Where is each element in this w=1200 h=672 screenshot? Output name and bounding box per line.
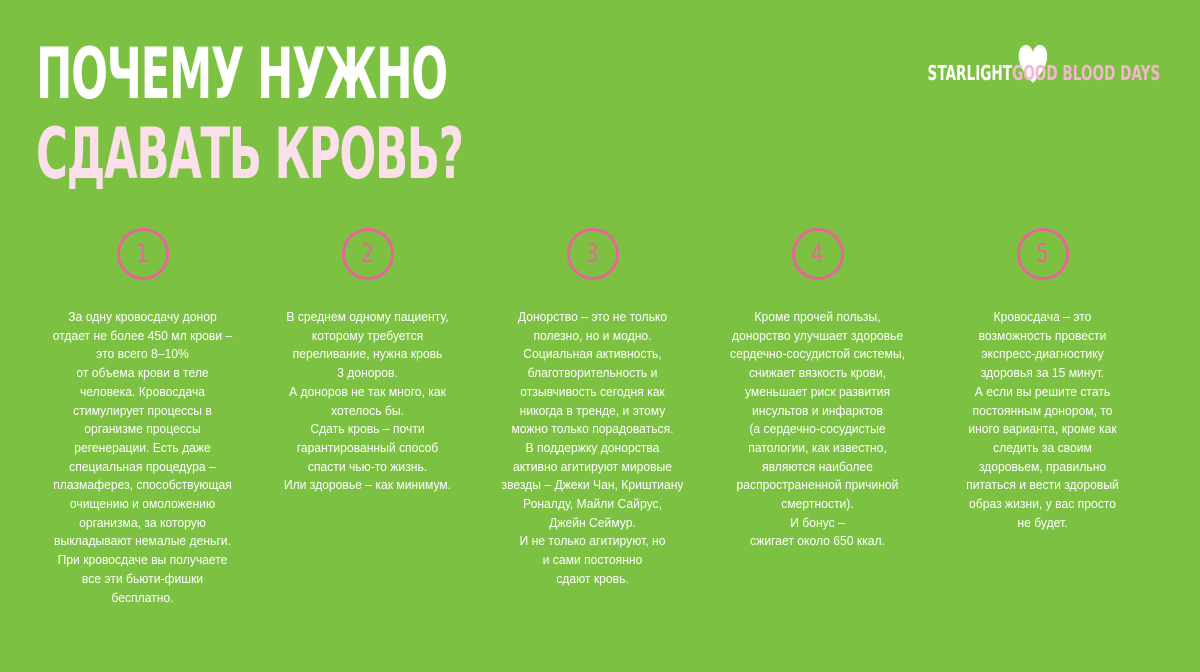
number-circle-4: 4 bbox=[792, 228, 844, 280]
reason-column-3 bbox=[480, 228, 705, 589]
logo-word-good-blood-days: GOOD BLOOD DAYS bbox=[1012, 61, 1160, 85]
title-line-2: СДАВАТЬ КРОВЬ? bbox=[36, 113, 463, 195]
reason-column-4 bbox=[705, 228, 930, 551]
reason-text-3: Донорство – это не только полезно, но и модно. Социальная активность, благотворительность и отзывчивость сегодня как никогда в тренде, и этому можно только порадоваться. В поддержку донорства активно агитируют мировые звезды – Джеки Чан, Криштиану Роналду, Майли Сайрус, Джейн Сеймур. И не только агитируют, но и сами постоянно сдают кровь. bbox=[501, 309, 684, 586]
reason-column-1 bbox=[30, 228, 255, 607]
reason-column-5 bbox=[930, 228, 1155, 532]
number-circle-5: 5 bbox=[1017, 228, 1069, 280]
reason-text-2: В среднем одному пациенту, которому требуется переливание, нужна кровь 3 доноров. А доноров не так много, как хотелось бы. Сдать кровь – почти гарантированный способ спасти чью-то жизнь. Или здоровье – как минимум. bbox=[283, 309, 452, 493]
number-circle-2: 2 bbox=[342, 228, 394, 280]
number-circle-1: 1 bbox=[117, 228, 169, 280]
number-circle-3: 3 bbox=[567, 228, 619, 280]
logo-word-starlight: STARLIGHT bbox=[927, 61, 1012, 85]
reason-text-5: Кровосдача – это возможность провести экспресс-диагностику здоровья за 15 минут. А если вы решите стать постоянным донором, то иного варианта, кроме как следить за своим здоровьем, правильно питаться и вести здоровый образ жизни, у вас просто не будет. bbox=[966, 309, 1119, 530]
reason-column-2 bbox=[255, 228, 480, 495]
reason-text-4: Кроме прочей пользы, донорство улучшает здоровье сердечно-сосудистой системы, снижает вязкость крови, уменьшает риск развития инсультов и инфарктов (а сердечно-сосудистые патологии, как известно, являются наиболее распространенной причиной смертности). И бонус – сжигает около 650 ккал. bbox=[730, 309, 905, 549]
reason-text-1: За одну кровосдачу донор отдает не более 450 мл крови – это всего 8–10% от объема крови в теле человека. Кровосдача стимулирует процессы в организме процессы регенерации. Есть даже специальная процедура – плазмаферез, способствующая очищению и омоложению организма, за которую выкладывают немалые деньги. При кровосдаче вы получаете все эти бьюти-фишки бесплатно. bbox=[52, 309, 233, 605]
brand-logo bbox=[927, 58, 1160, 88]
title-line-1: ПОЧЕМУ НУЖНО bbox=[36, 33, 447, 115]
page-title bbox=[36, 34, 463, 194]
